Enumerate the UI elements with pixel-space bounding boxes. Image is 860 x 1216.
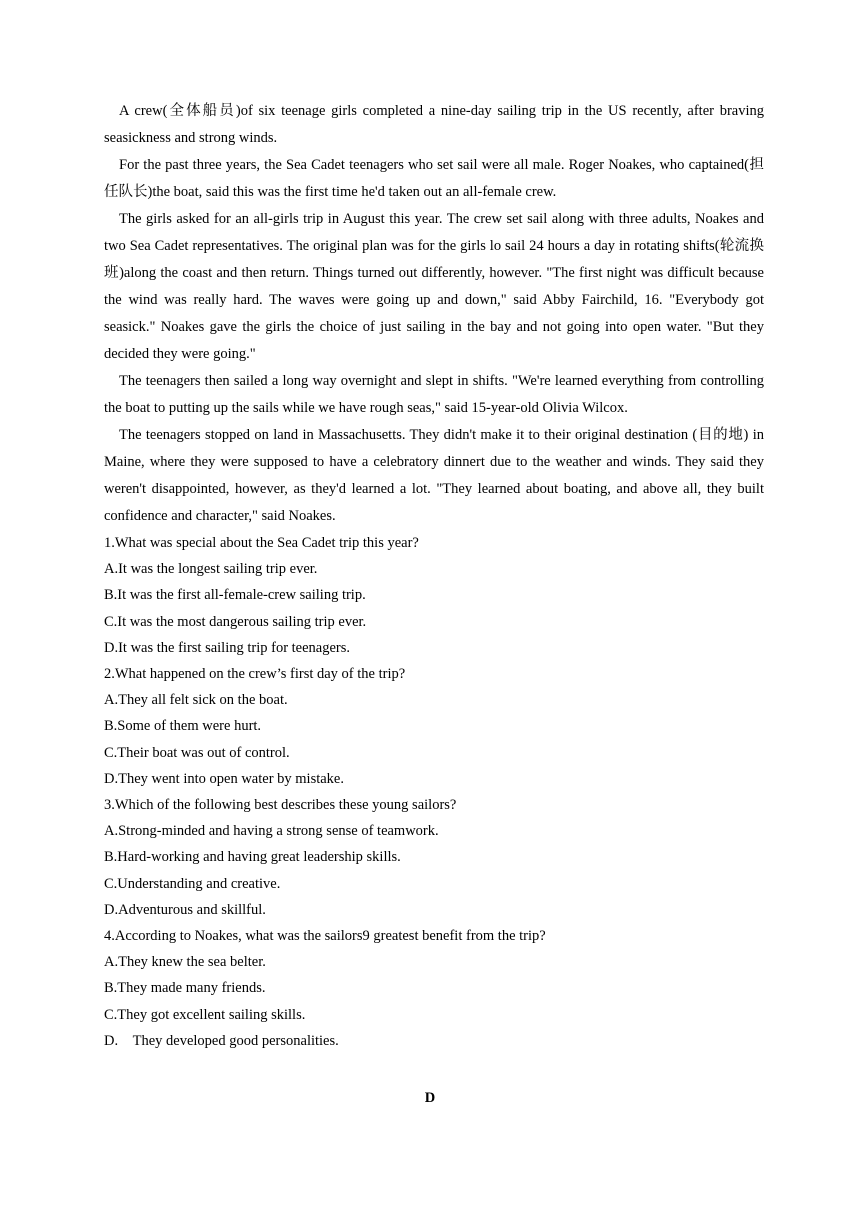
reading-passage <box>104 98 764 530</box>
answer-option: C.Understanding and creative. <box>104 875 281 892</box>
answer-option: A.Strong-minded and having a strong sense of teamwork. <box>104 823 439 840</box>
question-1 <box>104 530 764 661</box>
passage-paragraph-4: The teenagers then sailed a long way overnight and slept in shifts. "We're learned everything from controlling the boat to putting up the sails while we have rough seas," said 15-year-old Olivia Wilcox. <box>104 373 764 416</box>
answer-option: D. They developed good personalities. <box>104 1032 339 1049</box>
answer-option: D.They went into open water by mistake. <box>104 770 344 787</box>
passage-paragraph-5: The teenagers stopped on land in Massachusetts. They didn't make it to their original destination (目的地) in Maine, where they were supposed to have a celebratory dinnert due to the weather and winds. They said they weren't disappointed, however, as they'd learned a lot. "They learned about boating, and above all, they built confidence and character," said Noakes. <box>104 427 764 524</box>
question-stem: 1.What was special about the Sea Cadet trip this year? <box>104 535 419 551</box>
answer-option: C.Their boat was out of control. <box>104 744 290 761</box>
question-stem: 2.What happened on the crew’s first day of the trip? <box>104 666 406 683</box>
answer-option: B.It was the first all-female-crew sailing trip. <box>104 587 366 604</box>
section-heading: D <box>424 1090 436 1106</box>
passage-paragraph-1: A crew(全体船员)of six teenage girls completed a nine-day sailing trip in the US recently, after braving seasickness and strong winds. <box>104 103 764 146</box>
answer-option: B.Hard-working and having great leadership skills. <box>104 849 401 866</box>
answer-option: A.They all felt sick on the boat. <box>104 692 288 709</box>
answer-option: A.They knew the sea belter. <box>104 954 266 971</box>
question-2 <box>104 661 764 792</box>
answer-option: C.It was the most dangerous sailing trip ever. <box>104 613 367 630</box>
question-4 <box>104 923 764 1054</box>
answer-option: D.Adventurous and skillful. <box>104 901 266 918</box>
question-stem: 3.Which of the following best describes these young sailors? <box>104 797 457 814</box>
question-stem: 4.According to Noakes, what was the sailors9 greatest benefit from the trip? <box>104 928 546 945</box>
passage-paragraph-2: For the past three years, the Sea Cadet teenagers who set sail were all male. Roger Noakes, who captained(担任队长)the boat, said this was the first time he'd taken out an all-female crew. <box>104 157 764 200</box>
question-3 <box>104 792 764 923</box>
document-page <box>104 98 764 1054</box>
passage-paragraph-3: The girls asked for an all-girls trip in August this year. The crew set sail along with three adults, Noakes and two Sea Cadet representatives. The original plan was for the girls lo sail 24 hours a day in rotating shifts(轮流换班)along the coast and then return. Things turned out differently, however. "The first night was difficult because the wind was really hard. The waves were going up and down," said Abby Fairchild, 16. "Everybody got seasick." Noakes gave the girls the choice of just sailing in the bay and not going into open water. "But they decided they were going." <box>104 211 764 362</box>
answer-option: C.They got excellent sailing skills. <box>104 1006 306 1023</box>
answer-option: B.They made many friends. <box>104 980 266 997</box>
answer-option: A.It was the longest sailing trip ever. <box>104 561 318 578</box>
answer-option: B.Some of them were hurt. <box>104 718 262 735</box>
question-list <box>104 530 764 1054</box>
answer-option: D.It was the first sailing trip for teenagers. <box>104 639 351 656</box>
